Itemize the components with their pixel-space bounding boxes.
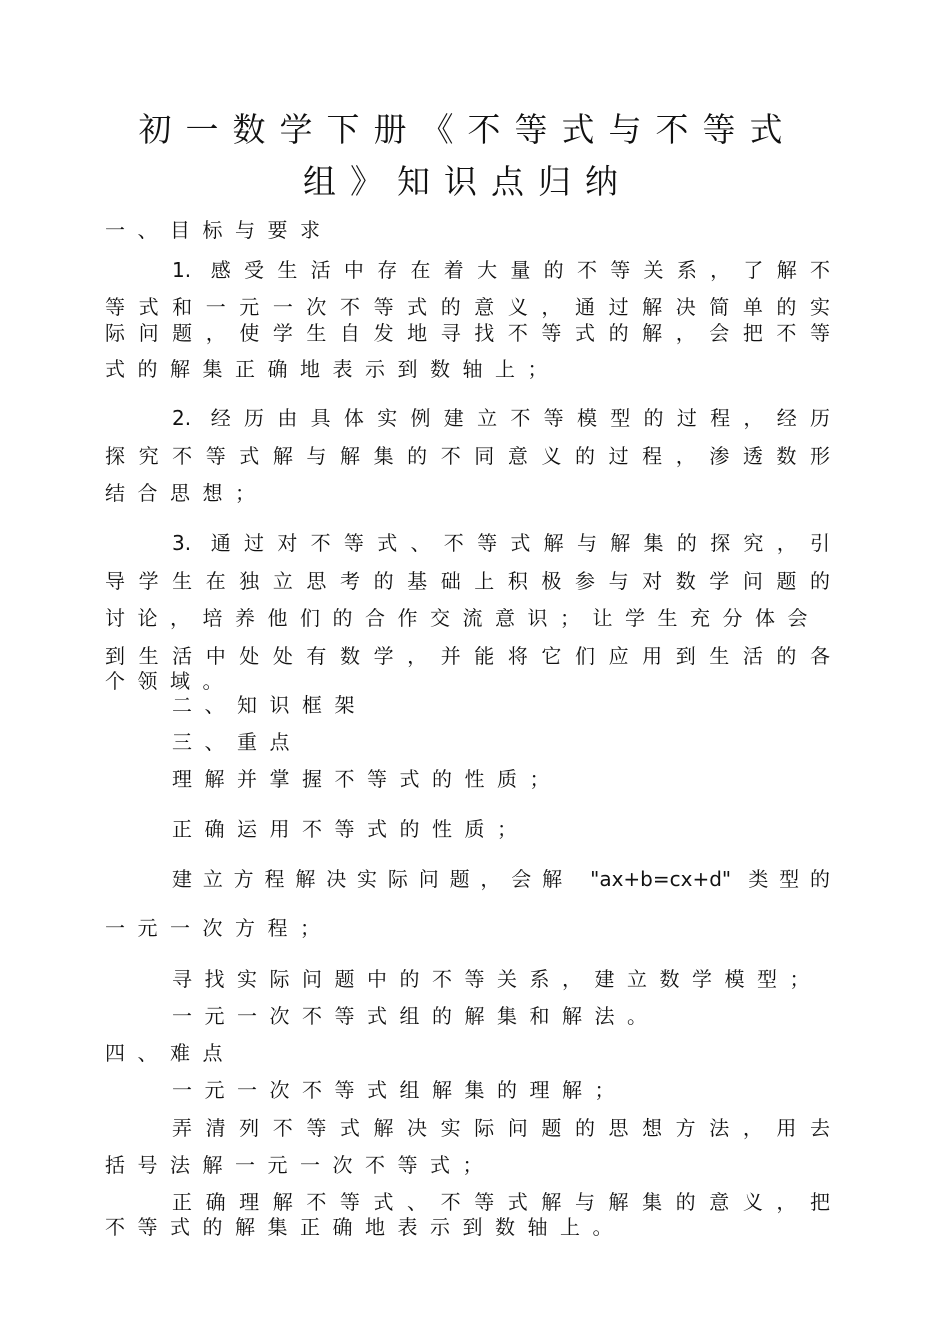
document-title-line-2: 组》知识点归纳 (303, 162, 632, 201)
key-point-item: 一元一次方程； (105, 916, 333, 940)
paragraph-line: 2. 经历由具体实例建立不等模型的过程，经历 (172, 406, 830, 430)
section-heading-goals: 一、目标与要求 (105, 218, 333, 242)
key-point-item: 正确运用不等式的性质； (172, 817, 530, 841)
paragraph-line: 1. 感受生活中存在着大量的不等关系，了解不 (172, 258, 830, 282)
paragraph-line: 讨论，培养他们的合作交流意识；让学生充分体会 (105, 606, 820, 630)
section-heading-framework: 二、知识框架 (172, 693, 367, 717)
paragraph-line: 3. 通过对不等式、不等式解与解集的探究，引 (172, 531, 830, 555)
key-point-item: 一元一次不等式组的解集和解法。 (172, 1004, 660, 1028)
key-point-item: 寻找实际问题中的不等关系，建立数学模型； (172, 967, 822, 991)
paragraph-line: 式的解集正确地表示到数轴上； (105, 357, 560, 381)
document-title-line-1: 初一数学下册《不等式与不等式 (138, 110, 797, 149)
paragraph-line: 等式和一元一次不等式的意义，通过解决简单的实 (105, 295, 830, 319)
key-point-item: 理解并掌握不等式的性质； (172, 767, 562, 791)
key-point-item: 建立方程解决实际问题，会解 "ax+b=cx+d" 类型的 (172, 867, 830, 891)
difficulty-item: 不等式的解集正确地表示到数轴上。 (105, 1215, 625, 1239)
section-heading-difficulties: 四、难点 (105, 1041, 235, 1065)
paragraph-line: 探究不等式解与解集的不同意义的过程，渗透数形 (105, 444, 830, 468)
difficulty-item: 正确理解不等式、不等式解与解集的意义，把 (172, 1190, 830, 1214)
difficulty-item: 括号法解一元一次不等式； (105, 1153, 495, 1177)
paragraph-line: 结合思想； (105, 481, 268, 505)
difficulty-item: 弄清列不等式解决实际问题的思想方法，用去 (172, 1116, 830, 1140)
paragraph-line: 际问题，使学生自发地寻找不等式的解，会把不等 (105, 321, 830, 345)
difficulty-item: 一元一次不等式组解集的理解； (172, 1078, 627, 1102)
section-heading-key-points: 三、重点 (172, 730, 302, 754)
paragraph-line: 导学生在独立思考的基础上积极参与对数学问题的 (105, 569, 830, 593)
paragraph-line: 个领域。 (105, 669, 235, 693)
paragraph-line: 到生活中处处有数学，并能将它们应用到生活的各 (105, 644, 830, 668)
